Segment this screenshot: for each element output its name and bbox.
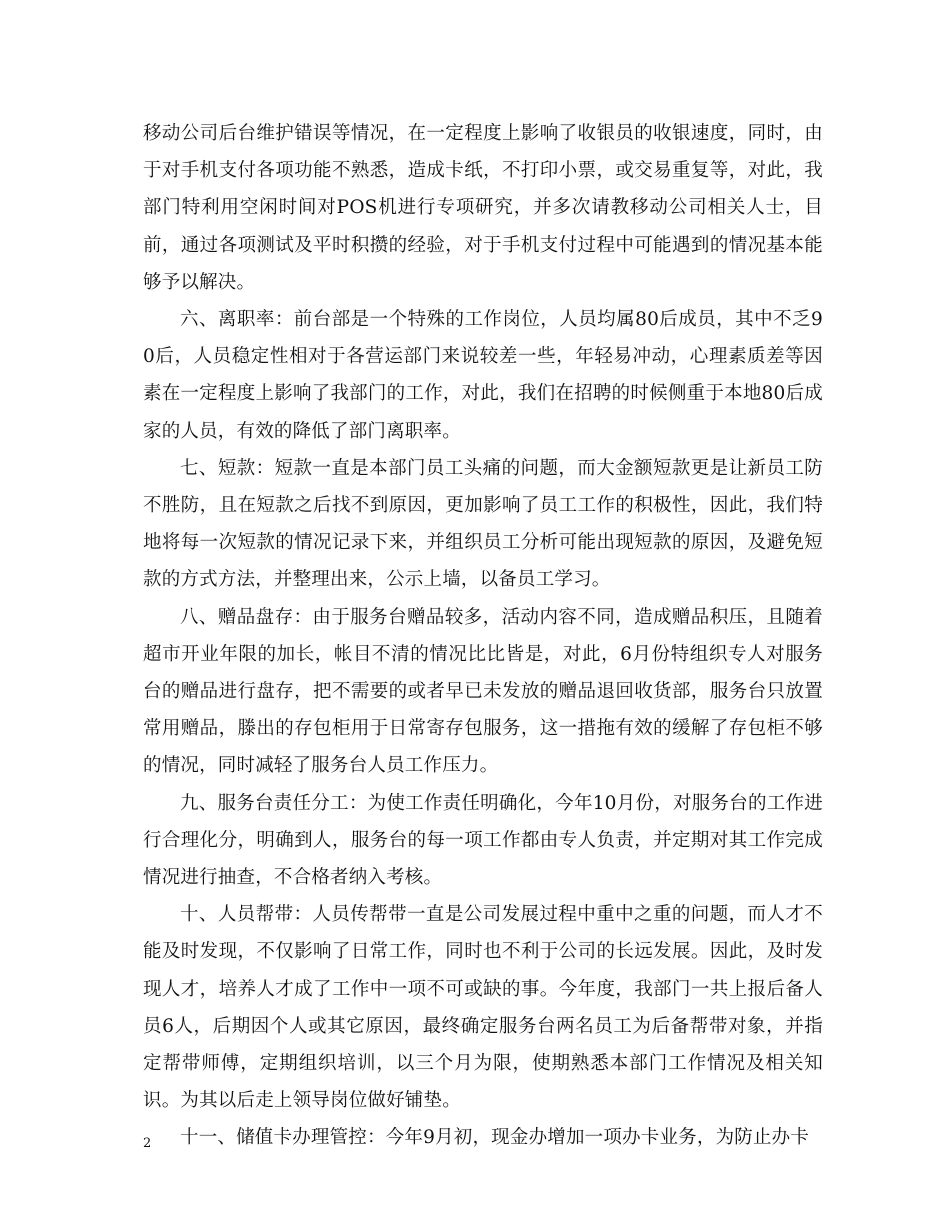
body-text	[143, 115, 823, 1157]
paragraph-eleven-stored-value-card: 十一、储值卡办理管控：今年9月初，现金办增加一项办卡业务，为防止办卡	[180, 1127, 810, 1149]
paragraph-nine-duty-division: 九、服务台责任分工：为使工作责任明确化，今年10月份，对服务台的工作进行合理化分，明确到人，服务台的每一项工作都由专人负责，并定期对其工作完成情况进行抽查，不合格者纳入考核。	[143, 792, 823, 889]
paragraph-continuation: 移动公司后台维护错误等情况，在一定程度上影响了收银员的收银速度，同时，由于对手机支付各项功能不熟悉，造成卡纸，不打印小票，或交易重复等，对此，我部门特利用空闲时间对POS机进行专项研究，并多次请教移动公司相关人士，目前，通过各项测试及平时积攒的经验，对于手机支付过程中可能遇到的情况基本能够予以解决。	[143, 123, 823, 293]
paragraph-six-turnover-rate: 六、离职率：前台部是一个特殊的工作岗位，人员均属80后成员，其中不乏90后，人员稳定性相对于各营运部门来说较差一些，年轻易冲动，心理素质差等因素在一定程度上影响了我部门的工作，对此，我们在招聘的时候侧重于本地80后成家的人员，有效的降低了部门离职率。	[143, 309, 823, 442]
page-number: 2	[143, 1136, 152, 1151]
paragraph-eight-gift-inventory: 八、赠品盘存：由于服务台赠品较多，活动内容不同，造成赠品积压，且随着超市开业年限的加长，帐目不清的情况比比皆是，对此，6月份特组织专人对服务台的赠品进行盘存，把不需要的或者早已未发放的赠品退回收货部，服务台只放置常用赠品，滕出的存包柜用于日常寄存包服务，这一措拖有效的缓解了存包柜不够的情况，同时减轻了服务台人员工作压力。	[143, 606, 823, 777]
paragraph-seven-cash-shortage: 七、短款：短款一直是本部门员工头痛的问题，而大金额短款更是让新员工防不胜防，且在短款之后找不到原因，更加影响了员工工作的积极性，因此，我们特地将每一次短款的情况记录下来，并组织员工分析可能出现短款的原因，及避免短款的方式方法，并整理出来，公示上墙，以备员工学习。	[143, 457, 823, 591]
paragraph-ten-staff-mentoring: 十、人员帮带：人员传帮带一直是公司发展过程中重中之重的问题，而人才不能及时发现，不仅影响了日常工作，同时也不利于公司的长远发展。因此，及时发现人才，培养人才成了工作中一项不可或缺的事。今年度，我部门一共上报后备人员6人，后期因个人或其它原因，最终确定服务台两名员工为后备帮带对象，并指定帮带师傅，定期组织培训，以三个月为限，使期熟悉本部门工作情况及相关知识。为其以后走上领导岗位做好铺垫。	[143, 904, 823, 1112]
